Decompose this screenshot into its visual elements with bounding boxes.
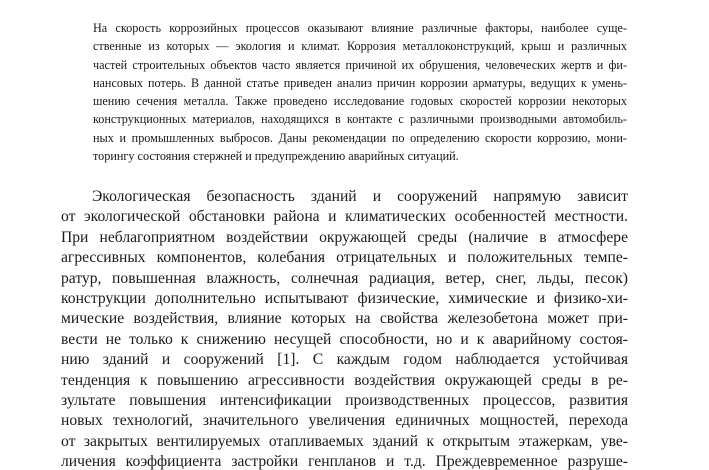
body-line: тенденция к повышению агрессивности воздействия окружающей среды в ре- — [61, 371, 628, 389]
body-line: новых технологий, значительного увеличения единичных мощностей, перехода — [61, 412, 628, 430]
body-line: конструкции дополнительно испытывают физические, химические и физико-хи- — [61, 289, 628, 307]
abstract-line: ственные из которых — экология и климат. Коррозия металлоконструкций, крыш и различных — [93, 39, 627, 54]
body-line: вести не только к снижению несущей способности, но и к аварийному состоя- — [61, 330, 628, 348]
body-line: зультате повышения интенсификации производственных процессов, развития — [61, 391, 628, 409]
body-line: нию зданий и сооружений [1]. С каждым годом наблюдается устойчивая — [61, 351, 628, 369]
body-line: мические воздействия, влияние которых на свойства железобетона может при- — [61, 310, 628, 328]
body-line: от экологической обстановки района и климатических особенностей местности. — [61, 208, 628, 226]
body-line: от закрытых вентилируемых отапливаемых зданий к открытым этажеркам, уве- — [61, 432, 628, 450]
abstract — [93, 19, 627, 165]
body-line: Экологическая безопасность зданий и сооружений напрямую зависит — [92, 188, 628, 205]
abstract-line: На скорость коррозийных процессов оказывают влияние различные факторы, наиболее суще- — [93, 21, 627, 35]
abstract-line: конструкционных материалов, находящихся в контакте с различными производными автомобиль- — [93, 112, 627, 127]
body-line: При неблагоприятном воздействии окружающей среды (наличие в атмосфере — [61, 228, 628, 246]
abstract-line: нансовых потерь. В данной статье приведен анализ причин коррозии арматуры, ведущих к умень- — [93, 75, 627, 90]
body-line: личения коэффициента застройки генпланов и т.д. Преждевременное разруше- — [61, 453, 628, 470]
abstract-line: шению сечения металла. Также проведено исследование годовых скоростей коррозии некоторых — [93, 94, 627, 109]
body-line: агрессивных компонентов, колебания отрицательных и положительных темпе- — [61, 249, 628, 267]
body-paragraph — [61, 187, 628, 470]
abstract-line: торингу состояния стержней и предупреждению аварийных ситуаций. — [93, 149, 459, 164]
abstract-line: частей строительных объектов часто является причиной их обрушения, человеческих жертв и фи- — [93, 57, 627, 72]
abstract-line: ных и промышленных выбросов. Даны рекомендации по определению скорости коррозию, мони- — [93, 130, 627, 145]
body-line: ратур, повышенная влажность, солнечная радиация, ветер, снег, льды, песок) — [61, 269, 628, 287]
